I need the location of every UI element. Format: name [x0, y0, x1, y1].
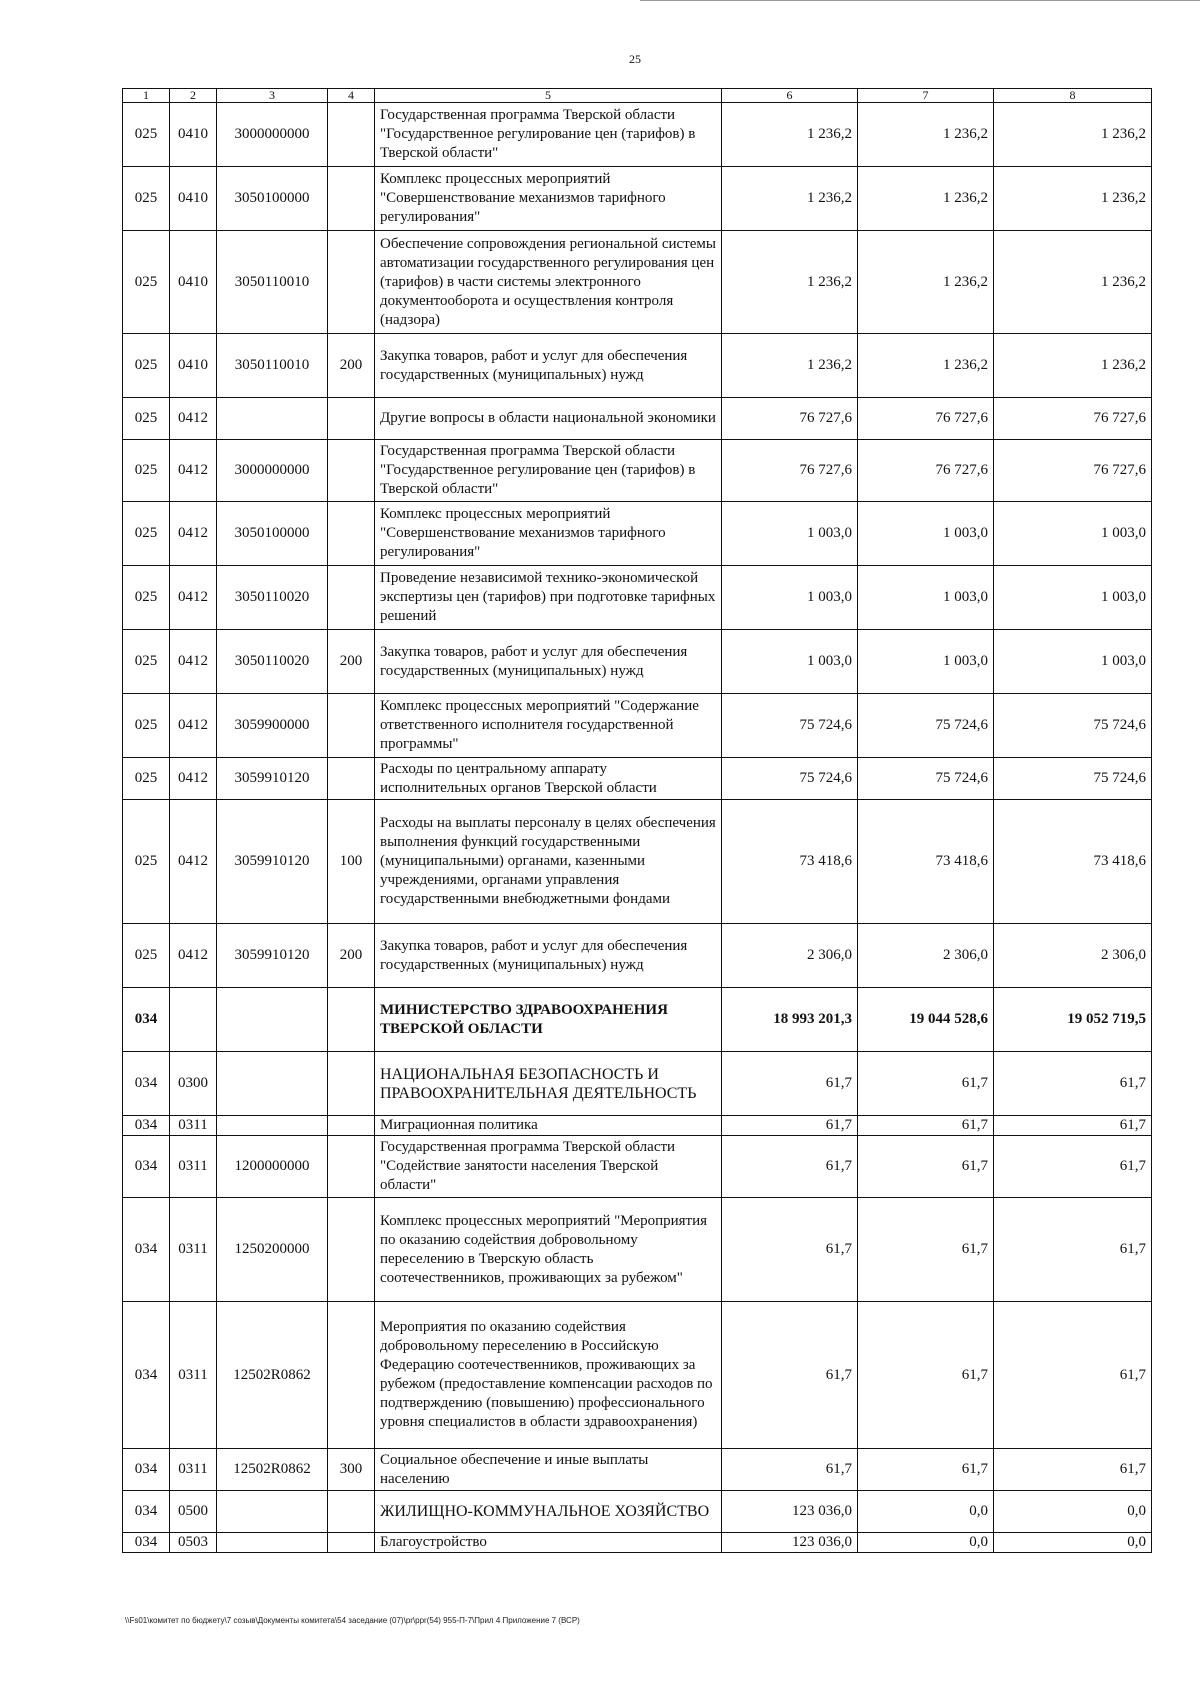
amount-year1-cell: 61,7	[722, 1052, 858, 1116]
target-article-cell	[217, 988, 328, 1052]
ministry-code-cell: 025	[123, 440, 170, 502]
amount-year1-cell: 1 003,0	[722, 630, 858, 694]
amount-year2-cell: 1 003,0	[858, 630, 994, 694]
expense-type-cell	[328, 167, 375, 231]
section-code-cell: 0410	[170, 334, 217, 398]
amount-year3-cell: 61,7	[994, 1052, 1152, 1116]
target-article-cell: 3059900000	[217, 694, 328, 758]
table-row	[123, 630, 1152, 694]
amount-year2-cell: 0,0	[858, 1491, 994, 1533]
amount-year2-cell: 76 727,6	[858, 398, 994, 440]
target-article-cell: 1250200000	[217, 1198, 328, 1302]
amount-year3-cell: 61,7	[994, 1449, 1152, 1491]
target-article-cell: 12502R0862	[217, 1449, 328, 1491]
expense-type-cell	[328, 231, 375, 334]
amount-year1-cell: 1 003,0	[722, 566, 858, 630]
amount-year1-cell: 73 418,6	[722, 800, 858, 924]
amount-year3-cell: 0,0	[994, 1491, 1152, 1533]
table-row	[123, 103, 1152, 167]
amount-year2-cell: 75 724,6	[858, 694, 994, 758]
target-article-cell	[217, 398, 328, 440]
ministry-code-cell: 025	[123, 800, 170, 924]
amount-year3-cell: 1 236,2	[994, 231, 1152, 334]
target-article-cell: 1200000000	[217, 1136, 328, 1198]
target-article-cell	[217, 1052, 328, 1116]
table-row	[123, 800, 1152, 924]
ministry-code-cell: 025	[123, 694, 170, 758]
expense-type-cell	[328, 1116, 375, 1136]
expense-type-cell: 200	[328, 924, 375, 988]
ministry-code-cell: 034	[123, 1116, 170, 1136]
section-code-cell: 0412	[170, 694, 217, 758]
column-header: 7	[858, 89, 994, 103]
expense-type-cell	[328, 1198, 375, 1302]
expense-type-cell	[328, 440, 375, 502]
target-article-cell: 3050110020	[217, 630, 328, 694]
expense-type-cell	[328, 103, 375, 167]
description-cell: ЖИЛИЩНО-КОММУНАЛЬНОЕ ХОЗЯЙСТВО	[375, 1491, 722, 1533]
target-article-cell: 3050110020	[217, 566, 328, 630]
description-cell: Мероприятия по оказанию содействия добровольному переселению в Российскую Федерацию соотечественников, проживающих за рубежом (предоставление компенсации расходов по подтверждению (повышению) профессионального уровня специалистов в области здравоохранения)	[375, 1302, 722, 1449]
expense-type-cell: 200	[328, 334, 375, 398]
expense-type-cell: 200	[328, 630, 375, 694]
expense-type-cell	[328, 1302, 375, 1449]
amount-year1-cell: 61,7	[722, 1449, 858, 1491]
amount-year1-cell: 123 036,0	[722, 1491, 858, 1533]
amount-year3-cell: 75 724,6	[994, 758, 1152, 800]
section-code-cell: 0412	[170, 440, 217, 502]
amount-year1-cell: 1 236,2	[722, 334, 858, 398]
column-number-row	[123, 89, 1152, 103]
amount-year3-cell: 1 236,2	[994, 167, 1152, 231]
section-code-cell: 0412	[170, 502, 217, 566]
amount-year1-cell: 76 727,6	[722, 440, 858, 502]
expense-type-cell	[328, 1136, 375, 1198]
table-row	[123, 502, 1152, 566]
amount-year1-cell: 18 993 201,3	[722, 988, 858, 1052]
description-cell: Комплекс процессных мероприятий "Мероприятия по оказанию содействия добровольному переселению в Тверскую область соотечественников, проживающих за рубежом"	[375, 1198, 722, 1302]
description-cell: Комплекс процессных мероприятий "Совершенствование механизмов тарифного регулирования"	[375, 502, 722, 566]
description-cell: Государственная программа Тверской области "Содействие занятости населения Тверской области"	[375, 1136, 722, 1198]
expense-type-cell	[328, 1052, 375, 1116]
target-article-cell	[217, 1116, 328, 1136]
amount-year1-cell: 1 236,2	[722, 167, 858, 231]
section-code-cell: 0412	[170, 758, 217, 800]
target-article-cell: 12502R0862	[217, 1302, 328, 1449]
ministry-code-cell: 034	[123, 1449, 170, 1491]
table-row	[123, 334, 1152, 398]
amount-year2-cell: 1 003,0	[858, 566, 994, 630]
top-edge-rule	[640, 0, 1200, 1]
section-code-cell: 0311	[170, 1198, 217, 1302]
section-code-cell: 0412	[170, 800, 217, 924]
section-code-cell: 0410	[170, 231, 217, 334]
column-header: 3	[217, 89, 328, 103]
section-code-cell: 0410	[170, 103, 217, 167]
table-row	[123, 1052, 1152, 1116]
target-article-cell: 3000000000	[217, 103, 328, 167]
section-code-cell: 0300	[170, 1052, 217, 1116]
amount-year3-cell: 61,7	[994, 1116, 1152, 1136]
amount-year2-cell: 61,7	[858, 1116, 994, 1136]
amount-year2-cell: 1 236,2	[858, 334, 994, 398]
expense-type-cell	[328, 502, 375, 566]
amount-year1-cell: 61,7	[722, 1116, 858, 1136]
target-article-cell: 3059910120	[217, 758, 328, 800]
section-code-cell: 0311	[170, 1136, 217, 1198]
target-article-cell: 3050110010	[217, 334, 328, 398]
expense-type-cell	[328, 758, 375, 800]
description-cell: Закупка товаров, работ и услуг для обеспечения государственных (муниципальных) нужд	[375, 924, 722, 988]
amount-year3-cell: 1 003,0	[994, 502, 1152, 566]
amount-year1-cell: 61,7	[722, 1198, 858, 1302]
description-cell: МИНИСТЕРСТВО ЗДРАВООХРАНЕНИЯ ТВЕРСКОЙ ОБЛАСТИ	[375, 988, 722, 1052]
table-row	[123, 1116, 1152, 1136]
table-row	[123, 566, 1152, 630]
description-cell: Расходы на выплаты персоналу в целях обеспечения выполнения функций государственными (муниципальными) органами, казенными учреждениями, органами управления государственными внебюджетными фондами	[375, 800, 722, 924]
description-cell: Государственная программа Тверской области "Государственное регулирование цен (тарифов) в Тверской области"	[375, 440, 722, 502]
amount-year2-cell: 61,7	[858, 1136, 994, 1198]
table-row	[123, 1491, 1152, 1533]
section-code-cell: 0412	[170, 924, 217, 988]
amount-year1-cell: 61,7	[722, 1302, 858, 1449]
table-row	[123, 231, 1152, 334]
ministry-code-cell: 025	[123, 398, 170, 440]
amount-year3-cell: 1 003,0	[994, 630, 1152, 694]
amount-year2-cell: 2 306,0	[858, 924, 994, 988]
ministry-code-cell: 025	[123, 231, 170, 334]
amount-year3-cell: 75 724,6	[994, 694, 1152, 758]
amount-year2-cell: 61,7	[858, 1198, 994, 1302]
table-row	[123, 1302, 1152, 1449]
amount-year2-cell: 75 724,6	[858, 758, 994, 800]
column-header: 5	[375, 89, 722, 103]
ministry-code-cell: 025	[123, 758, 170, 800]
table-row	[123, 1198, 1152, 1302]
expense-type-cell	[328, 1533, 375, 1553]
amount-year3-cell: 61,7	[994, 1198, 1152, 1302]
document-sheet	[122, 88, 1152, 1553]
description-cell: Проведение независимой технико-экономической экспертизы цен (тарифов) при подготовке тарифных решений	[375, 566, 722, 630]
amount-year3-cell: 76 727,6	[994, 440, 1152, 502]
amount-year1-cell: 75 724,6	[722, 694, 858, 758]
table-row	[123, 1136, 1152, 1198]
description-cell: Обеспечение сопровождения региональной системы автоматизации государственного регулирования цен (тарифов) в части системы электронного документооборота и осуществления контроля (надзора)	[375, 231, 722, 334]
amount-year2-cell: 1 236,2	[858, 103, 994, 167]
column-header: 4	[328, 89, 375, 103]
target-article-cell: 3050100000	[217, 167, 328, 231]
budget-table-body	[123, 89, 1152, 1553]
amount-year1-cell: 75 724,6	[722, 758, 858, 800]
section-code-cell: 0503	[170, 1533, 217, 1553]
column-header: 8	[994, 89, 1152, 103]
amount-year2-cell: 73 418,6	[858, 800, 994, 924]
column-header: 2	[170, 89, 217, 103]
section-code-cell: 0311	[170, 1302, 217, 1449]
amount-year1-cell: 123 036,0	[722, 1533, 858, 1553]
target-article-cell: 3000000000	[217, 440, 328, 502]
table-row	[123, 694, 1152, 758]
section-code-cell: 0412	[170, 398, 217, 440]
description-cell: Комплекс процессных мероприятий "Совершенствование механизмов тарифного регулирования"	[375, 167, 722, 231]
budget-table	[122, 88, 1152, 1553]
amount-year3-cell: 0,0	[994, 1533, 1152, 1553]
expense-type-cell	[328, 988, 375, 1052]
column-header: 1	[123, 89, 170, 103]
ministry-code-cell: 034	[123, 1302, 170, 1449]
ministry-code-cell: 025	[123, 630, 170, 694]
target-article-cell: 3050100000	[217, 502, 328, 566]
amount-year3-cell: 2 306,0	[994, 924, 1152, 988]
description-cell: Расходы по центральному аппарату исполнительных органов Тверской области	[375, 758, 722, 800]
expense-type-cell	[328, 1491, 375, 1533]
footer-file-path: \\Fs01\комитет по бюджету\7 созыв\Документы комитета\54 заседание (07)\pr\ppr(54) 955-П-7\Прил 4 Приложение 7 (ВСР)	[125, 1616, 580, 1625]
table-row	[123, 1449, 1152, 1491]
expense-type-cell	[328, 398, 375, 440]
expense-type-cell: 100	[328, 800, 375, 924]
column-header: 6	[722, 89, 858, 103]
description-cell: Государственная программа Тверской области "Государственное регулирование цен (тарифов) в Тверской области"	[375, 103, 722, 167]
section-code-cell: 0311	[170, 1116, 217, 1136]
ministry-code-cell: 025	[123, 566, 170, 630]
amount-year3-cell: 1 003,0	[994, 566, 1152, 630]
ministry-code-cell: 025	[123, 334, 170, 398]
expense-type-cell: 300	[328, 1449, 375, 1491]
table-row	[123, 1533, 1152, 1553]
expense-type-cell	[328, 694, 375, 758]
amount-year3-cell: 61,7	[994, 1302, 1152, 1449]
amount-year2-cell: 61,7	[858, 1302, 994, 1449]
table-row	[123, 440, 1152, 502]
amount-year3-cell: 76 727,6	[994, 398, 1152, 440]
description-cell: Миграционная политика	[375, 1116, 722, 1136]
ministry-code-cell: 034	[123, 988, 170, 1052]
ministry-code-cell: 034	[123, 1136, 170, 1198]
amount-year2-cell: 19 044 528,6	[858, 988, 994, 1052]
amount-year2-cell: 1 236,2	[858, 231, 994, 334]
amount-year2-cell: 1 236,2	[858, 167, 994, 231]
amount-year3-cell: 19 052 719,5	[994, 988, 1152, 1052]
ministry-code-cell: 034	[123, 1052, 170, 1116]
amount-year2-cell: 76 727,6	[858, 440, 994, 502]
target-article-cell	[217, 1533, 328, 1553]
ministry-code-cell: 034	[123, 1491, 170, 1533]
ministry-code-cell: 025	[123, 502, 170, 566]
table-row	[123, 758, 1152, 800]
amount-year3-cell: 1 236,2	[994, 103, 1152, 167]
amount-year1-cell: 2 306,0	[722, 924, 858, 988]
amount-year2-cell: 1 003,0	[858, 502, 994, 566]
section-code-cell: 0412	[170, 566, 217, 630]
amount-year1-cell: 1 236,2	[722, 231, 858, 334]
amount-year3-cell: 73 418,6	[994, 800, 1152, 924]
table-row	[123, 924, 1152, 988]
description-cell: Комплекс процессных мероприятий "Содержание ответственного исполнителя государственной программы"	[375, 694, 722, 758]
target-article-cell: 3059910120	[217, 924, 328, 988]
amount-year3-cell: 61,7	[994, 1136, 1152, 1198]
description-cell: Закупка товаров, работ и услуг для обеспечения государственных (муниципальных) нужд	[375, 334, 722, 398]
ministry-code-cell: 034	[123, 1533, 170, 1553]
section-code-cell: 0410	[170, 167, 217, 231]
amount-year1-cell: 76 727,6	[722, 398, 858, 440]
target-article-cell	[217, 1491, 328, 1533]
section-code-cell: 0311	[170, 1449, 217, 1491]
table-row	[123, 988, 1152, 1052]
table-row	[123, 398, 1152, 440]
ministry-code-cell: 034	[123, 1198, 170, 1302]
amount-year2-cell: 61,7	[858, 1449, 994, 1491]
ministry-code-cell: 025	[123, 924, 170, 988]
amount-year1-cell: 1 236,2	[722, 103, 858, 167]
description-cell: Другие вопросы в области национальной экономики	[375, 398, 722, 440]
amount-year3-cell: 1 236,2	[994, 334, 1152, 398]
target-article-cell: 3050110010	[217, 231, 328, 334]
amount-year1-cell: 1 003,0	[722, 502, 858, 566]
table-row	[123, 167, 1152, 231]
target-article-cell: 3059910120	[217, 800, 328, 924]
description-cell: НАЦИОНАЛЬНАЯ БЕЗОПАСНОСТЬ И ПРАВООХРАНИТЕЛЬНАЯ ДЕЯТЕЛЬНОСТЬ	[375, 1052, 722, 1116]
page-number: 25	[629, 52, 641, 66]
amount-year2-cell: 61,7	[858, 1052, 994, 1116]
section-code-cell: 0412	[170, 630, 217, 694]
section-code-cell: 0500	[170, 1491, 217, 1533]
ministry-code-cell: 025	[123, 167, 170, 231]
amount-year2-cell: 0,0	[858, 1533, 994, 1553]
expense-type-cell	[328, 566, 375, 630]
description-cell: Благоустройство	[375, 1533, 722, 1553]
section-code-cell	[170, 988, 217, 1052]
description-cell: Закупка товаров, работ и услуг для обеспечения государственных (муниципальных) нужд	[375, 630, 722, 694]
description-cell: Социальное обеспечение и иные выплаты населению	[375, 1449, 722, 1491]
ministry-code-cell: 025	[123, 103, 170, 167]
amount-year1-cell: 61,7	[722, 1136, 858, 1198]
